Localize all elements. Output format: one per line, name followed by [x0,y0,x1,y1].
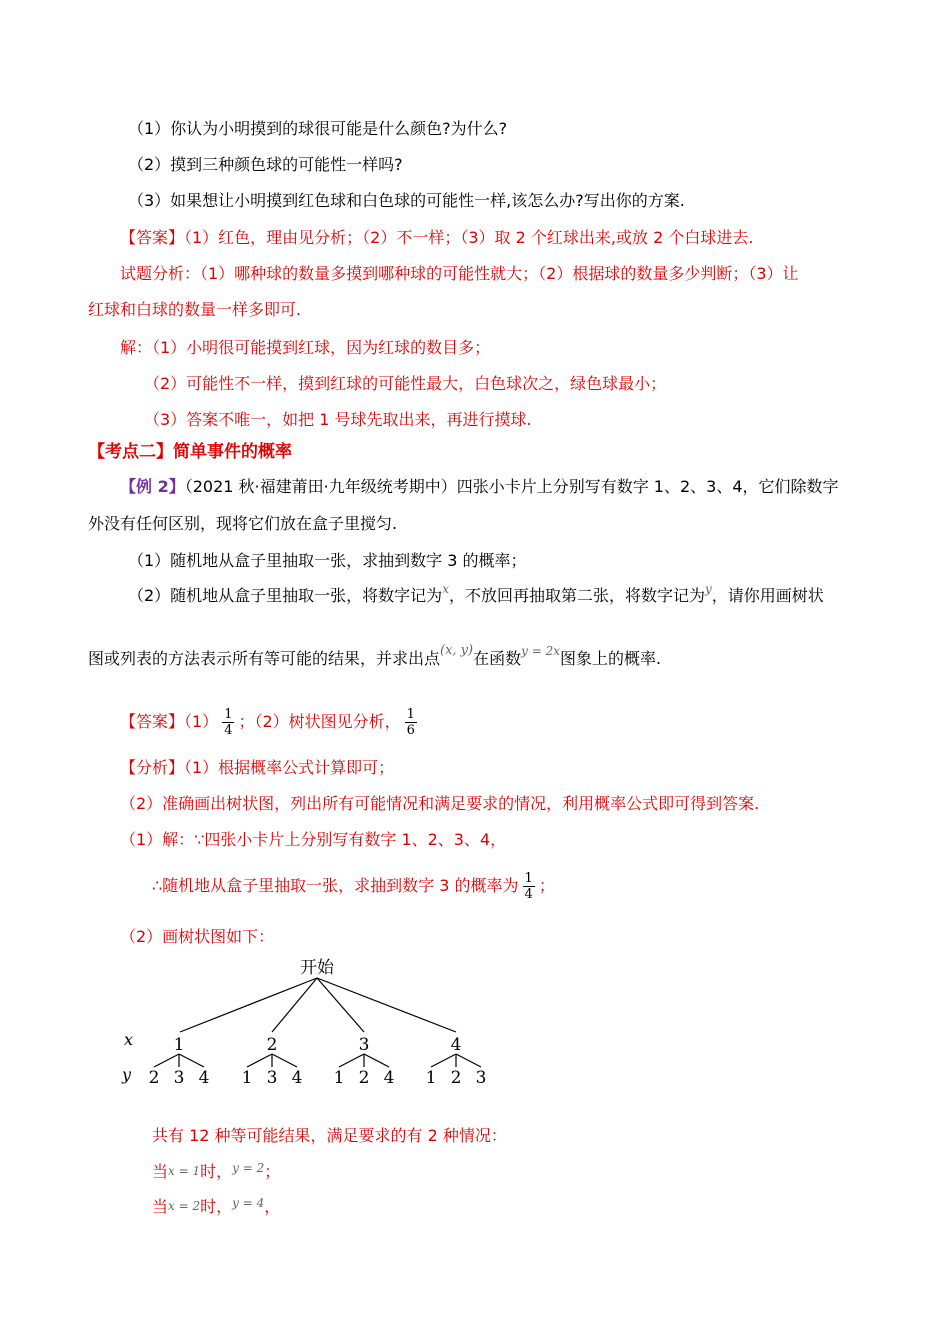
tree-leaf: 4 [291,1068,303,1088]
tree-leaf: 4 [383,1068,395,1088]
tree-label-x: x [124,1030,134,1049]
tree-diagram [110,950,500,1095]
tree-first-3: 3 [358,1035,370,1055]
tree-leaf: 3 [266,1068,278,1088]
tree-first-4: 4 [450,1035,462,1055]
answer-2-mid: ；（2）树状图见分析， [238,712,401,731]
q2-text-c: ，请你用画树状 [711,586,824,605]
example-2-text-b: 外没有任何区别，现将它们放在盒子里搅匀. [88,514,398,533]
tree-first-2: 2 [266,1035,278,1055]
tree-leaf: 3 [173,1068,185,1088]
q2-text-d: 图或列表的方法表示所有等可能的结果，并求出点 [88,649,441,668]
section-heading: 【考点二】简单事件的概率 [88,442,292,462]
math-func: y = 2x [521,644,560,658]
example-2-tag: 【例 2】 [120,477,185,496]
q2-text-f: 图象上的概率. [560,649,662,668]
fraction-one-sixth: $\frac{1}{6}$ [406,707,415,738]
tree-root: 开始 [300,958,334,978]
question-2: （2）摸到三种颜色球的可能性一样吗? [128,155,403,174]
result-case-1: 当x = 1时，$^{y = 2}$； [152,1161,281,1181]
solution-2-line-b: ∴随机地从盒子里抽取一张，求抽到数字 3 的概率为 $\frac{1}{4}$ ； [152,871,555,902]
tree-first-1: 1 [173,1035,185,1055]
tree-leaf: 3 [475,1068,487,1088]
analysis-2-line-b: （2）准确画出树状图，列出所有可能情况和满足要求的情况，利用概率公式即可得到答案. [120,794,760,813]
fraction-one-quarter-2: $\frac{1}{4}$ [524,871,533,902]
answer-2-prefix: 【答案】（1） [120,712,219,731]
result-line-a: 共有 12 种等可能结果，满足要求的有 2 种情况： [152,1126,507,1145]
tree-root-branches [180,978,456,1032]
tree-label-y: y [122,1065,132,1084]
solution-1-line-1: 解：（1）小明很可能摸到红球，因为红球的数目多； [120,338,491,357]
tree-leaf: 1 [241,1068,253,1088]
tree-leaf: 1 [425,1068,437,1088]
analysis-2-line-a: 【分析】（1）根据概率公式计算即可； [120,758,395,777]
analysis-1-line-b: 红球和白球的数量一样多即可. [88,300,302,319]
example-2-text-a: （2021 秋·福建莆田·九年级统考期中）四张小卡片上分别写有数字 1、2、3、4，它们除数字 [184,477,839,496]
example-2-question-2-line-1 [128,582,824,608]
math-x: x [442,582,449,596]
tree-leaf: 2 [148,1068,160,1088]
tree-leaf: 2 [358,1068,370,1088]
math-point: (x, y) [440,643,474,658]
tree-leaf: 4 [198,1068,210,1088]
question-3: （3）如果想让小明摸到红色球和白色球的可能性一样,该怎么办?写出你的方案. [128,191,685,210]
example-2-question-1: （1）随机地从盒子里抽取一张，求抽到数字 3 的概率； [128,551,527,570]
q2-text-e: 在函数 [473,649,522,668]
example-2-paragraph [120,476,839,498]
q2-text-b: ，不放回再抽取第二张，将数字记为 [448,586,705,605]
answer-1: 【答案】（1）红色，理由见分析；（2）不一样；（3）取 2 个红球出来,或放 2 个白球进去. [120,228,754,247]
analysis-1-line-a: 试题分析：（1）哪种球的数量多摸到哪种球的可能性就大；（2）根据球的数量多少判断；（3）让 [120,264,799,283]
solution-2-line-c: （2）画树状图如下： [120,927,275,946]
fraction-one-quarter: $\frac{1}{4}$ [224,707,233,738]
example-2-question-2-line-2 [88,643,662,672]
tree-second-branches [154,1054,481,1067]
solution-1-line-2: （2）可能性不一样，摸到红球的可能性最大，白色球次之，绿色球最小； [144,374,667,393]
tree-leaf: 1 [333,1068,345,1088]
result-case-2: 当x = 2时，$^{y = 4}$， [152,1196,281,1216]
solution-2-line-a: （1）解：∵四张小卡片上分别写有数字 1、2、3、4， [120,830,507,849]
q2-text-a: （2）随机地从盒子里抽取一张，将数字记为 [128,586,443,605]
answer-2 [120,702,421,742]
tree-leaf: 2 [450,1068,462,1088]
question-1: （1）你认为小明摸到的球很可能是什么颜色?为什么? [128,119,508,138]
math-y: y [704,582,712,596]
solution-1-line-3: （3）答案不唯一，如把 1 号球先取出来，再进行摸球. [144,410,532,429]
